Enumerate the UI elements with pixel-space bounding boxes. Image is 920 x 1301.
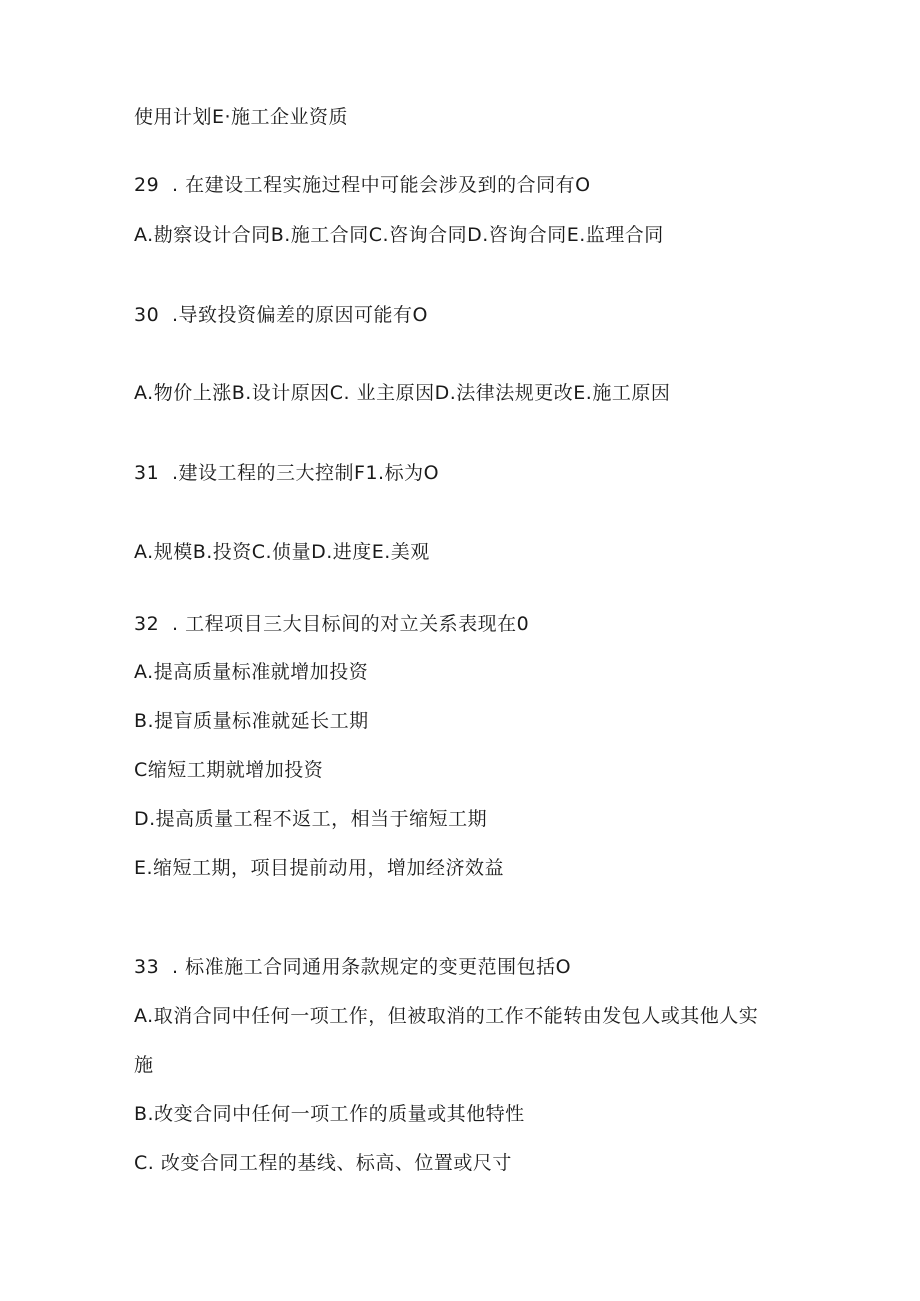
question-number: 32 [134,613,160,635]
question-number: 29 [134,174,160,196]
question-text: .建设工程的三大控制F1.标为O [172,462,440,484]
question-32 [134,612,529,636]
question-32-option-d: D.提高质量工程不返工，相当于缩短工期 [134,808,488,830]
question-text: . 工程项目三大目标间的对立关系表现在0 [172,613,530,635]
question-32-option-b: B.提盲质量标准就延长工期 [134,710,369,732]
question-number: 30 [134,304,160,326]
question-29-options: A.勘察设计合同B.施工合同C.咨询合同D.咨询合同E.监理合同 [134,224,664,246]
question-29 [134,173,591,197]
question-text: . 标准施工合同通用条款规定的变更范围包括O [172,956,572,978]
question-30 [134,303,428,327]
question-33 [134,955,571,979]
question-33-option-b: B.改变合同中任何一项工作的质量或其他特性 [134,1103,525,1125]
question-31 [134,461,439,485]
continuation-line: 使用计划E·施工企业资质 [134,106,349,128]
question-32-option-e: E.缩短工期，项目提前动用，增加经济效益 [134,857,505,879]
question-32-option-a: A.提高质量标准就增加投资 [134,661,369,683]
question-31-options: A.规模B.投资C.侦量D.进度E.美观 [134,541,430,563]
question-number: 31 [134,462,160,484]
question-32-option-c: C缩短工期就增加投资 [134,759,324,781]
question-number: 33 [134,956,160,978]
question-33-option-c: C. 改变合同工程的基线、标高、位置或尺寸 [134,1152,512,1174]
question-33-option-a-continued: 施 [134,1054,154,1076]
question-text: . 在建设工程实施过程中可能会涉及到的合同有O [172,174,591,196]
question-text: .导致投资偏差的原因可能有O [172,304,428,326]
question-33-option-a: A.取消合同中任何一项工作，但被取消的工作不能转由发包人或其他人实 [134,1005,759,1027]
question-30-options: A.物价上涨B.设计原因C. 业主原因D.法律法规更改E.施工原因 [134,382,671,404]
